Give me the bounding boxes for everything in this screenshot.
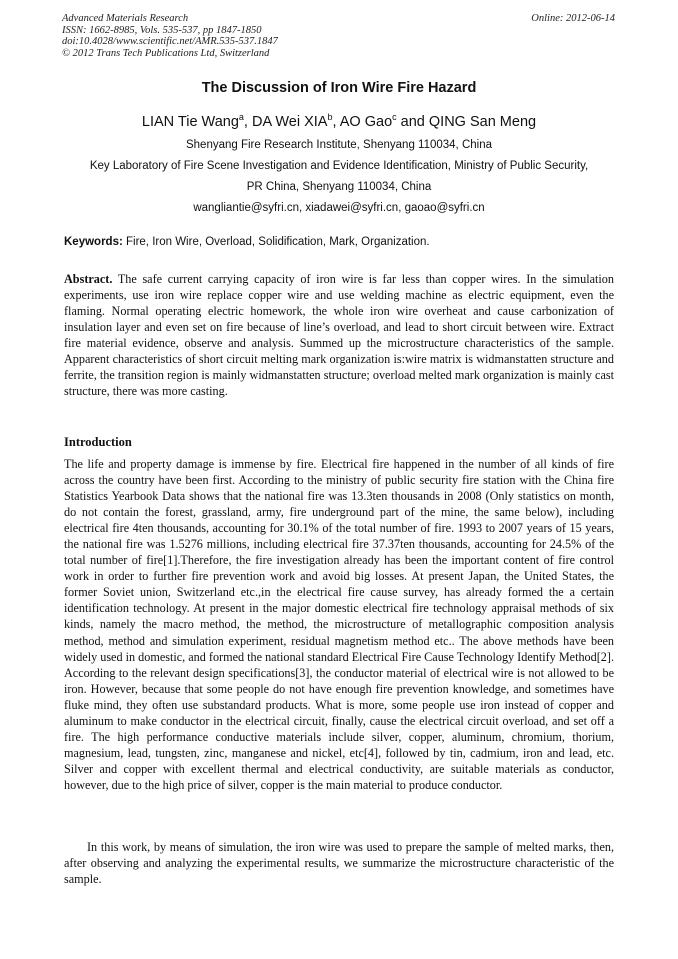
journal-header xyxy=(62,13,615,59)
author-affiliation-mark: b xyxy=(327,112,333,122)
paper-title: The Discussion of Iron Wire Fire Hazard xyxy=(201,80,477,96)
section-heading-introduction: Introduction xyxy=(64,435,132,449)
author-affiliation-mark: a xyxy=(238,112,244,122)
affiliation-line: Shenyang Fire Research Institute, Shenyang 110034, China xyxy=(185,139,492,151)
issn-line: ISSN: 1662-8985, Vols. 535-537, pp 1847-1850 xyxy=(62,24,262,36)
doi-link[interactable]: doi:10.4028/www.scientific.net/AMR.535-537.1847 xyxy=(62,36,278,47)
author-name: AO Gao xyxy=(339,114,393,130)
author-emails[interactable]: wangliantie@syfri.cn, xiadawei@syfri.cn, gaoao@syfri.cn xyxy=(193,202,485,214)
affiliation-line: PR China, Shenyang 110034, China xyxy=(246,181,432,193)
author-name: DA Wei XIA xyxy=(251,114,328,130)
abstract-label: Abstract. xyxy=(64,272,113,286)
journal-name: Advanced Materials Research xyxy=(62,13,189,24)
introduction-paragraph: The life and property damage is immense by fire. Electrical fire happened in the number of all kinds of fire across the country have been first. According to the ministry of public security fire station with the China fire Statistics Yearbook Data shows that the national fire was 13.3ten thousands in 2008 (Only statistics on month, do not contain the forest, grassland, army, fire underground part of the mine, the same below), including electrical fire 4ten thousands, accounting for 30.1% of the total number of fire. 1993 to 2007 years of 15 years, the national fire was 1.5276 millions, including electrical fire 37.37ten thousands, accounting for 24.5% of the total number of fire[1].Therefore, the fire investigation already has been the important content of fire control work in order to further fire prevention work and avoid big losses. At present Japan, the United States, the former Soviet union, Switzerland etc.,in the electrical fire cause survey, has already formed the a certain identification technology. At present in the major domestic electrical fire technology appraisal methods of six kinds, namely the macro method, the method, the microstructure of metallographic composition analysis method, method and simulation experiment, residual magnetism method etc.. The above methods have been widely used in domestic, and formed the national standard Electrical Fire Cause Technology Identify Method[2]. According to the relevant design specifications[3], the conductor material of electrical wire is not allowed to be iron. However, because that some people do not have enough fire prevention knowledge, and sometimes have fluke mind, they often use substandard products. What is more, some people use iron instead of copper and aluminum to make conductor in the electrical circuit, finally, cause the electrical circuit overload, and set off a fire. The high performance conductive materials include silver, copper, aluminum, chromium, thorium, magnesium, lead, tungsten, zinc, manganese and nickel, etc[4], followed by tin, cadmium, iron and lead, etc. Silver and copper with excellent thermal and electrical conductivity, are suitable materials as conductor, however, due to the high price of silver, copper is the main material to produce conductor. xyxy=(64,457,614,792)
author-list: LIAN Tie Wang$^a$, DA Wei XIA$^b$, AO Gao$^c$ and QING San Meng xyxy=(141,112,537,130)
keywords-text: Fire, Iron Wire, Overload, Solidification, Mark, Organization. xyxy=(126,236,430,248)
keywords xyxy=(64,236,614,248)
author-name: QING San Meng xyxy=(428,114,537,130)
online-date: Online: 2012-06-14 xyxy=(531,13,615,24)
keywords-label: Keywords: xyxy=(64,236,123,248)
affiliation-line: Key Laboratory of Fire Scene Investigation and Evidence Identification, Ministry of Public Security, xyxy=(89,160,589,172)
introduction-paragraph: In this work, by means of simulation, the iron wire was used to prepare the sample of melted marks, then, after observing and analyzing the experimental results, we summarize the microstructure characteristic of the sample. xyxy=(64,840,614,887)
author-name: LIAN Tie Wang xyxy=(141,114,239,130)
copyright-line: © 2012 Trans Tech Publications Ltd, Switzerland xyxy=(62,47,270,59)
abstract-text: The safe current carrying capacity of iron wire is far less than copper wires. In the simulation experiments, use iron wire replace copper wire and use welding machine as electric equipment, even the flaming. Normal operating electric homework, the whole iron wire overheat and cause carbonization of insulation layer and even set on fire because of line’s overload, and lead to short circuit between wire. Extract fire material evidence, observe and analysis. Summed up the microstructure characteristics of the sample. Apparent characteristics of short circuit melting mark organization is:wire matrix is widmanstatten structure and ferrite, the transition region is mainly widmanstatten structure; overload melted mark organization is mainly cast structure, there was more casting. xyxy=(64,272,614,399)
abstract xyxy=(64,271,614,399)
author-affiliation-mark: c xyxy=(392,112,397,122)
